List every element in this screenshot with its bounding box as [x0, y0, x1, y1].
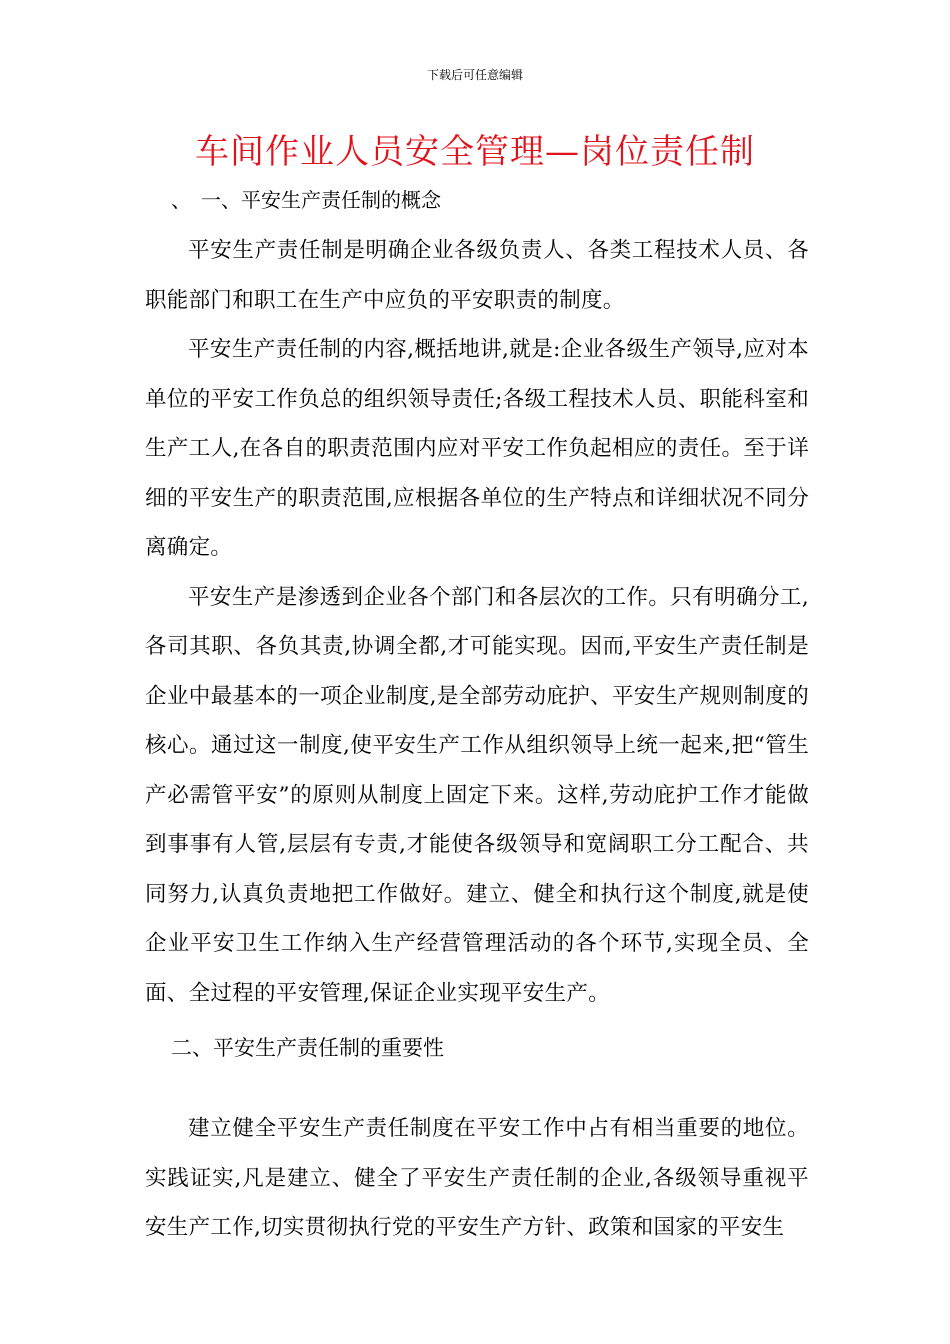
- paragraph: 平安生产是渗透到企业各个部门和各层次的工作。只有明确分工,各司其职、各负其责,协调全都,才可能实现。因而,平安生产责任制是企业中最基本的一项企业制度,是全部劳动庇护、平安生产规则制度的核心。通过这一制度,使平安生产工作从组织领导上统一起来,把“管生产必需管平安”的原则从制度上固定下来。这样,劳动庇护工作才能做到事事有人管,层层有专责,才能使各级领导和宽阔职工分工配合、共同努力,认真负责地把工作做好。建立、健全和执行这个制度,就是使企业平安卫生工作纳入生产经营管理活动的各个环节,实现全员、全面、全过程的平安管理,保证企业实现平安生产。: [145, 584, 809, 1006]
- paragraph: 建立健全平安生产责任制度在平安工作中占有相当重要的地位。实践证实,凡是建立、健全了平安生产责任制的企业,各级领导重视平安生产工作,切实贯彻执行党的平安生产方针、政策和国家的平安生: [145, 1116, 809, 1240]
- paragraph: 平安生产责任制的内容,概括地讲,就是:企业各级生产领导,应对本单位的平安工作负总的组织领导责任;各级工程技术人员、职能科室和生产工人,在各自的职责范围内应对平安工作负起相应的责任。至于详细的平安生产的职责范围,应根据各单位的生产特点和详细状况不同分离确定。: [145, 337, 809, 560]
- document-title: 车间作业人员安全管理—岗位责任制: [195, 132, 755, 172]
- section-1-heading: [145, 182, 809, 218]
- paragraph: 平安生产责任制是明确企业各级负责人、各类工程技术人员、各职能部门和职工在生产中应负的平安职责的制度。: [145, 238, 809, 313]
- section-1-heading-text: 一、平安生产责任制的概念: [201, 188, 441, 212]
- section-1-bullet: 、: [171, 188, 191, 212]
- section-2-body: [145, 1104, 809, 1253]
- section-2-heading: 二、平安生产责任制的重要性: [171, 1036, 444, 1060]
- header-note: 下载后可任意编辑: [426, 68, 523, 82]
- section-1-body: [145, 226, 809, 1018]
